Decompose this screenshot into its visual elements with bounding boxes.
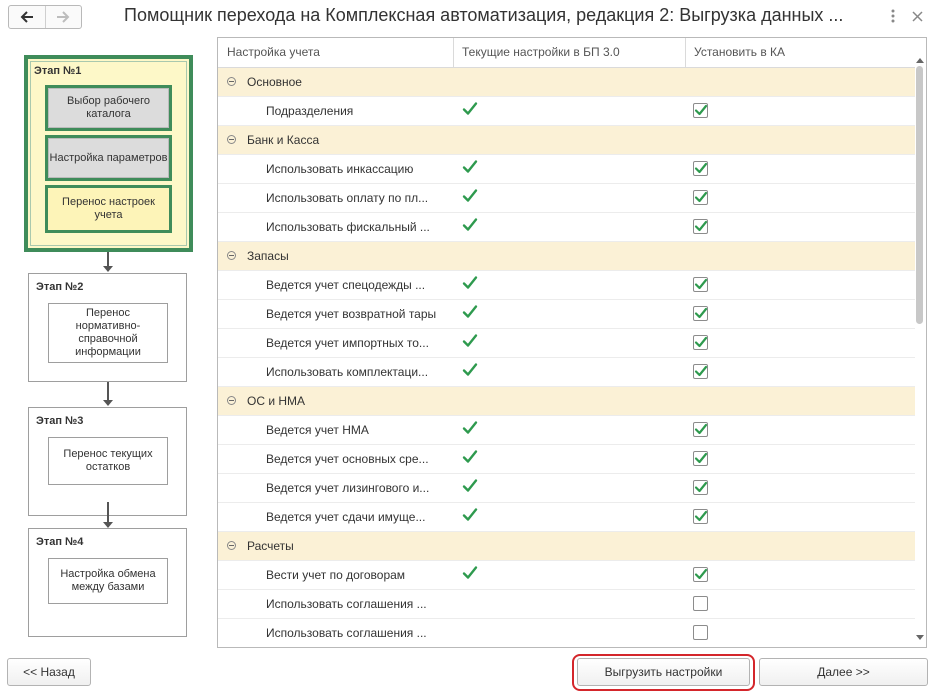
checkmark-icon bbox=[462, 507, 478, 525]
checkmark-icon bbox=[462, 304, 478, 322]
setting-name: Ведется учет НМА bbox=[266, 423, 369, 437]
table-row[interactable] bbox=[218, 300, 915, 329]
group-row[interactable] bbox=[218, 68, 915, 97]
setting-name: Использовать соглашения ... bbox=[266, 597, 427, 611]
stage-4 bbox=[28, 528, 187, 637]
set-in-ka-checkbox[interactable] bbox=[693, 625, 708, 640]
stage-2-title: Этап №2 bbox=[36, 281, 84, 293]
checkmark-icon bbox=[462, 159, 478, 177]
set-in-ka-checkbox[interactable] bbox=[693, 567, 708, 582]
table-row[interactable] bbox=[218, 619, 915, 648]
setting-name: Ведется учет сдачи имуще... bbox=[266, 510, 426, 524]
checkmark-icon bbox=[462, 333, 478, 351]
window-title: Помощник перехода на Комплексная автоматизация, редакция 2: Выгрузка данных ... bbox=[124, 5, 844, 25]
vertical-scrollbar[interactable] bbox=[915, 38, 926, 647]
setting-name: Ведется учет лизингового и... bbox=[266, 481, 430, 495]
set-in-ka-checkbox[interactable] bbox=[693, 422, 708, 437]
setting-name: Вести учет по договорам bbox=[266, 568, 406, 582]
more-vertical-icon[interactable] bbox=[883, 6, 903, 26]
settings-table bbox=[217, 37, 927, 648]
stage-1 bbox=[24, 55, 193, 252]
table-row[interactable] bbox=[218, 271, 915, 300]
stage-4-title: Этап №4 bbox=[36, 536, 84, 548]
setting-name: Использовать инкассацию bbox=[266, 162, 414, 176]
table-row[interactable] bbox=[218, 97, 915, 126]
set-in-ka-checkbox[interactable] bbox=[693, 335, 708, 350]
table-row[interactable] bbox=[218, 416, 915, 445]
group-label: Основное bbox=[247, 75, 302, 89]
table-row[interactable] bbox=[218, 561, 915, 590]
group-label: Расчеты bbox=[247, 539, 294, 553]
scrollbar-thumb[interactable] bbox=[916, 66, 923, 324]
set-in-ka-checkbox[interactable] bbox=[693, 103, 708, 118]
step-transfer-settings[interactable]: Перенос настроек учета bbox=[45, 185, 172, 233]
set-in-ka-checkbox[interactable] bbox=[693, 480, 708, 495]
setting-name: Использовать соглашения ... bbox=[266, 626, 427, 640]
table-row[interactable] bbox=[218, 590, 915, 619]
group-label: Запасы bbox=[247, 249, 289, 263]
scroll-down-icon[interactable] bbox=[916, 635, 924, 640]
next-button[interactable]: Далее >> bbox=[759, 658, 928, 686]
column-header-setting[interactable]: Настройка учета bbox=[227, 45, 320, 59]
collapse-icon[interactable] bbox=[227, 541, 236, 550]
export-settings-button[interactable]: Выгрузить настройки bbox=[577, 658, 750, 686]
set-in-ka-checkbox[interactable] bbox=[693, 190, 708, 205]
set-in-ka-checkbox[interactable] bbox=[693, 451, 708, 466]
navigation-buttons bbox=[8, 5, 82, 29]
setting-name: Использовать оплату по пл... bbox=[266, 191, 429, 205]
checkmark-icon bbox=[462, 217, 478, 235]
checkmark-icon bbox=[462, 449, 478, 467]
collapse-icon[interactable] bbox=[227, 77, 236, 86]
table-header bbox=[218, 38, 915, 68]
group-row[interactable] bbox=[218, 126, 915, 155]
group-label: ОС и НМА bbox=[247, 394, 306, 408]
table-row[interactable] bbox=[218, 503, 915, 532]
setting-name: Ведется учет основных сре... bbox=[266, 452, 429, 466]
checkmark-icon bbox=[462, 101, 478, 119]
step-configure-exchange[interactable]: Настройка обмена между базами bbox=[48, 558, 168, 604]
setting-name: Использовать комплектаци... bbox=[266, 365, 429, 379]
checkmark-icon bbox=[462, 420, 478, 438]
table-row[interactable] bbox=[218, 213, 915, 242]
table-row[interactable] bbox=[218, 358, 915, 387]
forward-arrow-icon[interactable] bbox=[45, 6, 82, 28]
table-row[interactable] bbox=[218, 445, 915, 474]
column-header-set[interactable]: Установить в КА bbox=[694, 45, 786, 59]
set-in-ka-checkbox[interactable] bbox=[693, 219, 708, 234]
group-row[interactable] bbox=[218, 532, 915, 561]
collapse-icon[interactable] bbox=[227, 135, 236, 144]
table-row[interactable] bbox=[218, 155, 915, 184]
stage-1-title: Этап №1 bbox=[34, 65, 82, 77]
set-in-ka-checkbox[interactable] bbox=[693, 277, 708, 292]
column-header-current[interactable]: Текущие настройки в БП 3.0 bbox=[462, 45, 620, 59]
collapse-icon[interactable] bbox=[227, 396, 236, 405]
set-in-ka-checkbox[interactable] bbox=[693, 364, 708, 379]
stage-3 bbox=[28, 407, 187, 516]
setting-name: Ведется учет возвратной тары bbox=[266, 307, 437, 321]
collapse-icon[interactable] bbox=[227, 251, 236, 260]
setting-name: Подразделения bbox=[266, 104, 354, 118]
set-in-ka-checkbox[interactable] bbox=[693, 306, 708, 321]
set-in-ka-checkbox[interactable] bbox=[693, 596, 708, 611]
back-button[interactable]: << Назад bbox=[7, 658, 91, 686]
close-icon[interactable] bbox=[907, 6, 927, 26]
setting-name: Ведется учет спецодежды ... bbox=[266, 278, 426, 292]
checkmark-icon bbox=[462, 362, 478, 380]
table-row[interactable] bbox=[218, 329, 915, 358]
table-row[interactable] bbox=[218, 184, 915, 213]
checkmark-icon bbox=[462, 188, 478, 206]
set-in-ka-checkbox[interactable] bbox=[693, 509, 708, 524]
back-arrow-icon[interactable] bbox=[9, 6, 45, 28]
title-bar bbox=[0, 0, 936, 34]
checkmark-icon bbox=[462, 478, 478, 496]
setting-name: Ведется учет импортных то... bbox=[266, 336, 429, 350]
setting-name: Использовать фискальный ... bbox=[266, 220, 430, 234]
step-select-directory[interactable]: Выбор рабочего каталога bbox=[45, 85, 172, 131]
group-row[interactable] bbox=[218, 387, 915, 416]
set-in-ka-checkbox[interactable] bbox=[693, 161, 708, 176]
group-row[interactable] bbox=[218, 242, 915, 271]
step-transfer-reference-data[interactable]: Перенос нормативно-справочной информации bbox=[48, 303, 168, 363]
checkmark-icon bbox=[462, 275, 478, 293]
step-configure-parameters[interactable]: Настройка параметров bbox=[45, 135, 172, 181]
stage-2 bbox=[28, 273, 187, 382]
checkmark-icon bbox=[462, 565, 478, 583]
stage-3-title: Этап №3 bbox=[36, 415, 84, 427]
table-row[interactable] bbox=[218, 474, 915, 503]
group-label: Банк и Касса bbox=[247, 133, 320, 147]
table-body bbox=[218, 68, 915, 648]
step-transfer-balances[interactable]: Перенос текущих остатков bbox=[48, 437, 168, 485]
scroll-up-icon[interactable] bbox=[916, 58, 924, 63]
